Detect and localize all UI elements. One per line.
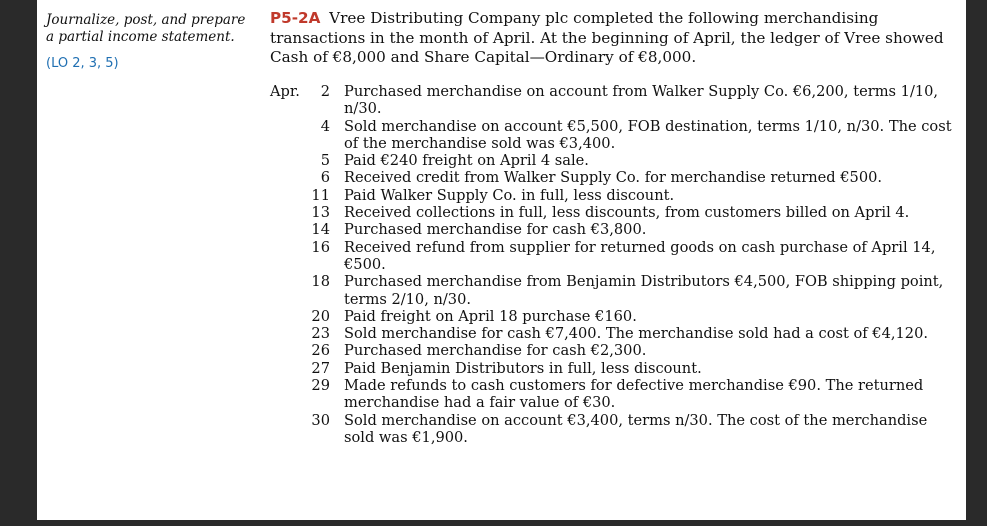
transaction-month xyxy=(270,169,304,186)
learning-objectives: (LO 2, 3, 5) xyxy=(46,56,119,71)
transaction-row xyxy=(270,83,960,118)
transaction-month xyxy=(270,118,304,153)
transaction-description: Purchased merchandise from Benjamin Distributors €4,500, FOB shipping point, terms 2/10, n/30. xyxy=(344,273,944,308)
transaction-row xyxy=(270,118,960,153)
transaction-day: 13 xyxy=(311,204,330,222)
transaction-day: 23 xyxy=(311,325,330,343)
transaction-month xyxy=(270,273,304,308)
transaction-month xyxy=(270,377,304,412)
transaction-row xyxy=(270,204,960,221)
transaction-day: 27 xyxy=(311,359,330,377)
transaction-day: 30 xyxy=(311,411,330,429)
problem-intro xyxy=(270,9,960,68)
transaction-row xyxy=(270,169,960,186)
transaction-month xyxy=(270,187,304,204)
transaction-row xyxy=(270,152,960,169)
transaction-day: 29 xyxy=(311,377,330,395)
transaction-month xyxy=(270,204,304,221)
transaction-month xyxy=(270,360,304,377)
transaction-day: 6 xyxy=(320,169,330,187)
transaction-description: Sold merchandise on account €5,500, FOB destination, terms 1/10, n/30. The cost of the merchandise sold was €3,400. xyxy=(344,117,952,152)
transaction-month xyxy=(270,308,304,325)
transaction-description: Sold merchandise for cash €7,400. The merchandise sold had a cost of €4,120. xyxy=(344,325,929,343)
transaction-month xyxy=(270,239,304,274)
problem-sidebar xyxy=(46,12,256,72)
transaction-row xyxy=(270,239,960,274)
transaction-description: Paid Walker Supply Co. in full, less discount. xyxy=(344,186,675,204)
transaction-day: 18 xyxy=(311,273,330,291)
transaction-description: Made refunds to cash customers for defective merchandise €90. The returned merchandise had a fair value of €30. xyxy=(344,377,924,412)
transaction-row xyxy=(270,273,960,308)
transaction-description: Paid freight on April 18 purchase €160. xyxy=(344,307,637,325)
transaction-row xyxy=(270,221,960,238)
transaction-list xyxy=(270,83,960,446)
transaction-row xyxy=(270,377,960,412)
problem-instruction: Journalize, post, and prepare a partial income statement. xyxy=(46,12,246,45)
problem-intro-text: Vree Distributing Company plc completed the following merchandising transactions in the month of April. At the beginning of April, the ledger of Vree showed Cash of €8,000 and Share Capital—Ordinary of €8,000. xyxy=(270,9,944,66)
transaction-row xyxy=(270,187,960,204)
transaction-day: 16 xyxy=(311,238,330,256)
transaction-row xyxy=(270,325,960,342)
transaction-month: Apr. xyxy=(270,83,300,100)
transaction-description: Sold merchandise on account €3,400, terms n/30. The cost of the merchandise sold was €1,900. xyxy=(344,411,928,446)
transaction-description: Purchased merchandise on account from Walker Supply Co. €6,200, terms 1/10, n/30. xyxy=(344,83,939,118)
transaction-day: 11 xyxy=(311,186,330,204)
transaction-description: Paid €240 freight on April 4 sale. xyxy=(344,152,589,170)
transaction-row xyxy=(270,308,960,325)
transaction-month xyxy=(270,412,304,447)
transaction-row xyxy=(270,412,960,447)
transaction-description: Purchased merchandise for cash €2,300. xyxy=(344,342,647,360)
transaction-day: 26 xyxy=(311,342,330,360)
transaction-day: 4 xyxy=(320,117,330,135)
transaction-row xyxy=(270,360,960,377)
transaction-month xyxy=(270,221,304,238)
transaction-day: 14 xyxy=(311,221,330,239)
textbook-page xyxy=(37,0,966,520)
transaction-day: 5 xyxy=(320,152,330,170)
transaction-month xyxy=(270,342,304,359)
transaction-day: 2 xyxy=(320,83,330,100)
transaction-row xyxy=(270,342,960,359)
problem-id: P5-2A xyxy=(270,9,321,27)
transaction-month xyxy=(270,325,304,342)
transaction-description: Received refund from supplier for returned goods on cash purchase of April 14, €500. xyxy=(344,238,936,273)
transaction-description: Purchased merchandise for cash €3,800. xyxy=(344,221,647,239)
transaction-month xyxy=(270,152,304,169)
transaction-description: Received credit from Walker Supply Co. for merchandise returned €500. xyxy=(344,169,883,187)
transaction-description: Received collections in full, less discounts, from customers billed on April 4. xyxy=(344,204,910,222)
transaction-description: Paid Benjamin Distributors in full, less discount. xyxy=(344,359,702,377)
transaction-day: 20 xyxy=(311,307,330,325)
